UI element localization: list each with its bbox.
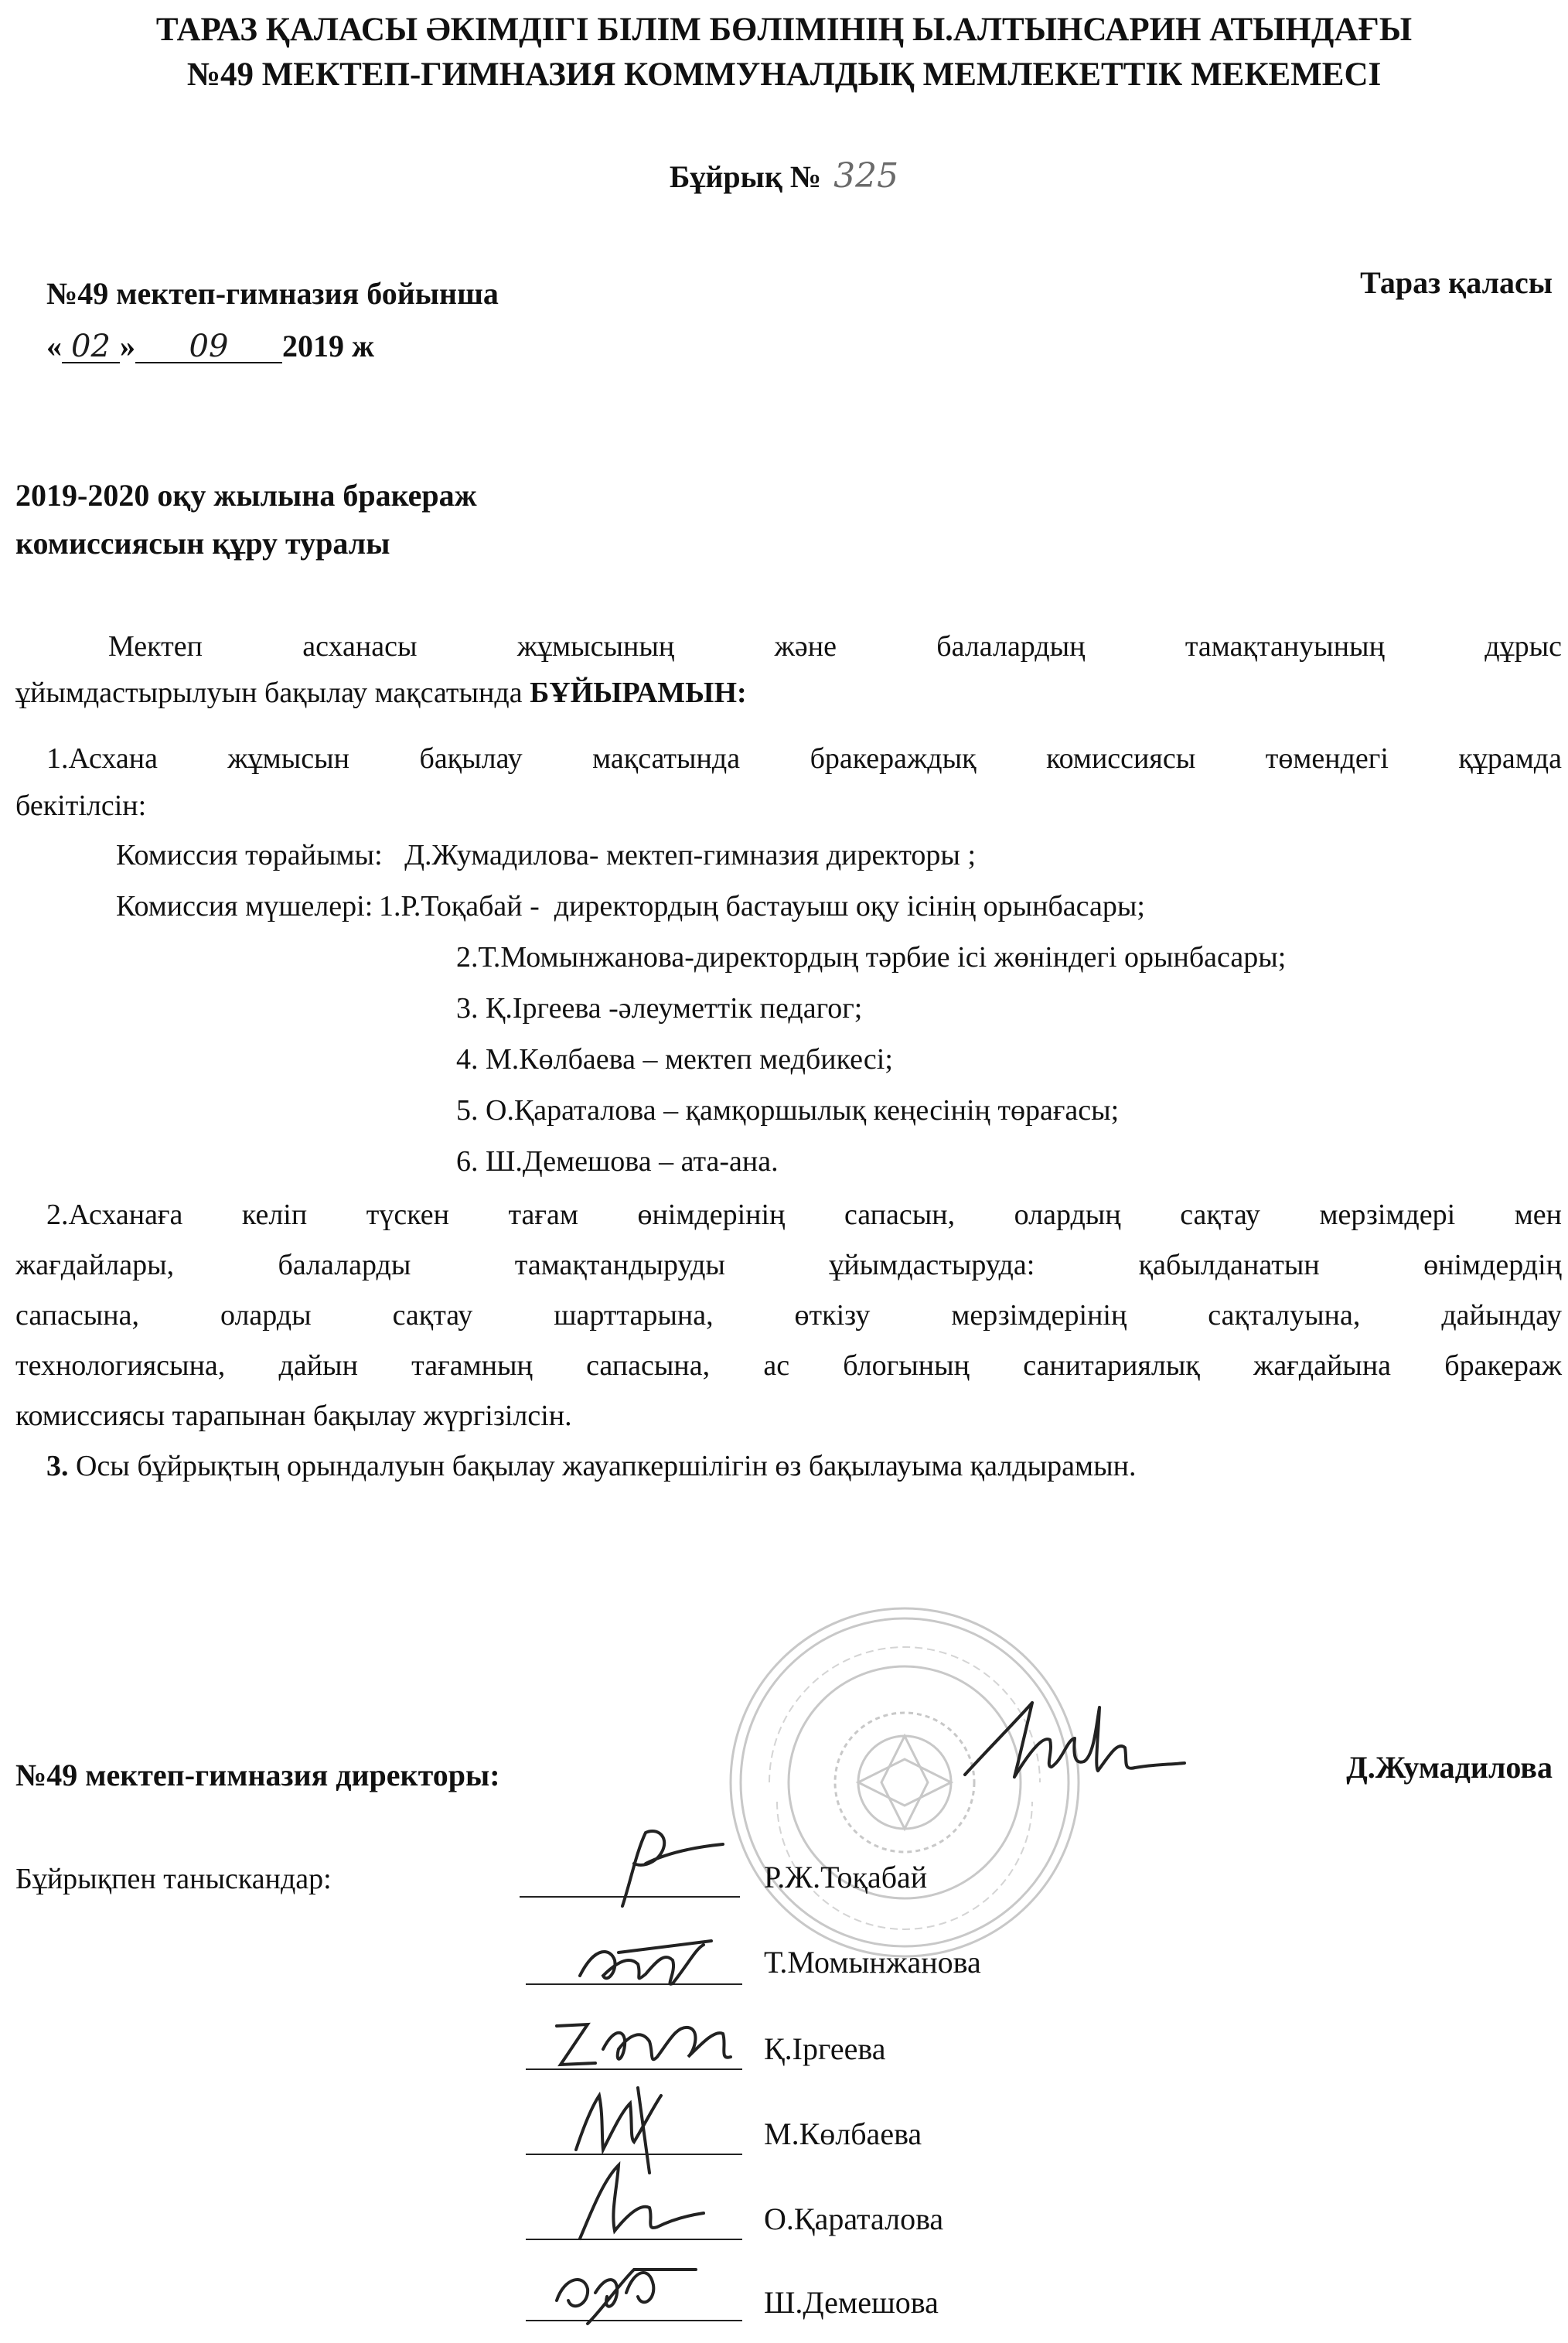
member-5: 5. О.Қараталова – қамқоршылық кеңесінің төрағасы; <box>456 1094 1120 1127</box>
member-2: 2.Т.Момынжанова-директордың тәрбие ісі жөніндегі орынбасары; <box>456 941 1287 974</box>
date-month-handwritten: 09 <box>135 331 282 363</box>
acquainted-label: Бұйрықпен таныскандар: <box>15 1863 332 1895</box>
date-year: 2019 ж <box>282 329 375 363</box>
item2-line4: технологиясына, дайын тағамның сапасына, ас блогының санитариялық жағдайына бракераж <box>15 1349 1562 1382</box>
director-name: Д.Жумадилова <box>1346 1750 1553 1785</box>
item3: 3. Осы бұйрықтың орындалуын бақылау жауапкершілігін өз бақылауыма қалдырамын. <box>46 1450 1137 1482</box>
date-day-handwritten: 02 <box>62 331 120 363</box>
school-name: №49 мектеп-гимназия бойынша <box>46 276 499 311</box>
director-signature <box>959 1693 1191 1794</box>
signature-karatalova <box>557 2157 711 2250</box>
acquainted-name-5: О.Қараталова <box>764 2201 944 2236</box>
org-header-line2: №49 МЕКТЕП-ГИМНАЗИЯ КОММУНАЛДЫҚ МЕМЛЕКЕТТІК МЕКЕМЕСІ <box>186 56 1382 93</box>
signature-momynzhanova <box>572 1929 719 1999</box>
acquainted-name-3: Қ.Іргеева <box>764 2031 886 2066</box>
director-title: №49 мектеп-гимназия директоры: <box>15 1758 500 1792</box>
item2-line1: 2.Асханаға келіп түскен тағам өнімдерінің сапасын, олардың сақтау мерзімдері мен <box>46 1199 1562 1231</box>
order-number-line <box>0 155 1568 199</box>
acquainted-name-6: Ш.Демешова <box>764 2285 939 2320</box>
command-word: БҰЙЫРАМЫН: <box>530 677 747 709</box>
acquainted-name-4: М.Көлбаева <box>764 2116 922 2151</box>
member-3: 3. Қ.Іргеева -әлеуметтік педагог; <box>456 992 863 1025</box>
member-4: 4. М.Көлбаева – мектеп медбикесі; <box>456 1043 893 1076</box>
member-1: 1.Р.Тоқабай - директордың бастауыш оқу ісінің орынбасары; <box>379 890 1145 923</box>
signature-demeshova <box>541 2246 711 2339</box>
order-date: « 02 » 09 2019 ж <box>46 329 375 364</box>
intro-line-2: ұйымдастырылуын бақылау мақсатында БҰЙЫРАМЫН: <box>15 677 747 709</box>
acquainted-name-2: Т.Момынжанова <box>764 1945 981 1980</box>
item2-line2: жағдайлары, балаларды тамақтандыруды ұйымдастыруда: қабылданатын өнімдердің <box>15 1249 1562 1281</box>
intro-line-1: Мектеп асханасы жұмысының және балалардың тамақтануының дұрыс <box>108 630 1562 663</box>
order-label: Бұйрық № <box>669 159 822 194</box>
item1-line2: бекітілсін: <box>15 790 147 822</box>
org-header-line1: ТАРАЗ ҚАЛАСЫ ӘКІМДІГІ БІЛІМ БӨЛІМІНІҢ Ы.АЛТЫНСАРИН АТЫНДАҒЫ <box>155 12 1413 48</box>
order-number-handwritten: 325 <box>833 156 899 196</box>
acquainted-name-1: Р.Ж.Тоқабай <box>764 1860 928 1895</box>
signature-tokabay <box>599 1821 731 1914</box>
subject-title: 2019-2020 оқу жылына бракераж комиссиясын құру туралы <box>15 478 477 561</box>
member-6: 6. Ш.Демешова – ата-ана. <box>456 1145 779 1178</box>
commission-members-label: Комиссия мүшелері: <box>116 890 373 923</box>
signature-irgeeva <box>541 2003 742 2088</box>
item2-line5: комиссиясы тарапынан бақылау жүргізілсін. <box>15 1400 572 1432</box>
item2-line3: сапасына, оларды сақтау шарттарына, өткізу мерзімдерінің сақталуына, дайындау <box>15 1299 1562 1332</box>
item1-line1: 1.Асхана жұмысын бақылау мақсатында бракераждық комиссиясы төмендегі құрамда <box>46 742 1562 775</box>
commission-chair: Комиссия төрайымы: Д.Жумадилова- мектеп-гимназия директоры ; <box>116 839 977 871</box>
city-name: Тараз қаласы <box>1360 265 1553 300</box>
